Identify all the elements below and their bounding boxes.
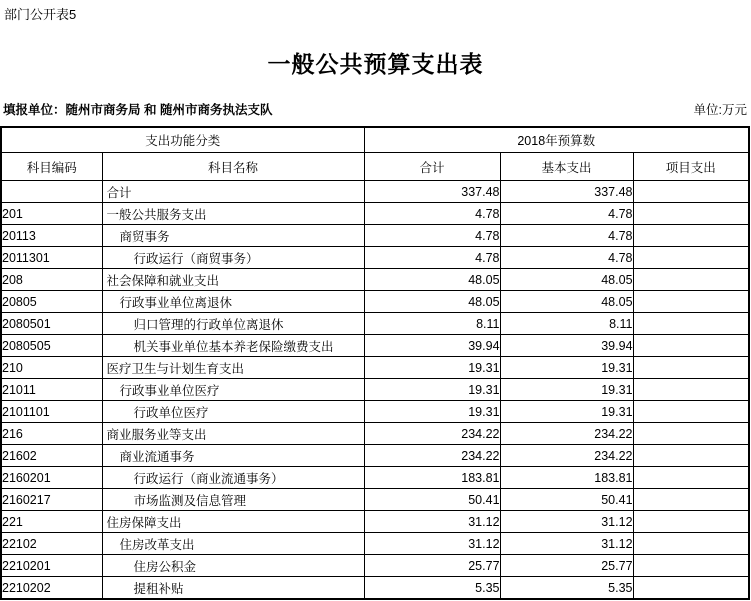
table-row [1,555,749,577]
subject-name-cell: 行政单位医疗 [102,401,364,423]
basic-expenditure-value-cell: 5.35 [500,577,633,600]
subject-code-cell: 210 [1,357,102,379]
basic-expenditure-value-cell: 48.05 [500,269,633,291]
total-value-cell: 337.48 [364,181,500,203]
project-expenditure-value-cell [633,269,749,291]
table-row [1,379,749,401]
meta-row [3,103,747,118]
table-row [1,533,749,555]
subject-name-cell: 行政事业单位离退休 [102,291,364,313]
subject-name-cell: 一般公共服务支出 [102,203,364,225]
subject-name-cell: 住房改革支出 [102,533,364,555]
header-columns-row [1,153,749,181]
subject-code-cell: 2080505 [1,335,102,357]
project-expenditure-value-cell [633,467,749,489]
table-row [1,489,749,511]
total-value-cell: 31.12 [364,533,500,555]
header-group-2018-budget: 2018年预算数 [364,127,749,153]
total-value-cell: 5.35 [364,577,500,600]
total-value-cell: 8.11 [364,313,500,335]
basic-expenditure-value-cell: 4.78 [500,203,633,225]
subject-name-cell: 住房公积金 [102,555,364,577]
total-value-cell: 234.22 [364,423,500,445]
subject-code-cell: 22102 [1,533,102,555]
subject-code-cell: 2101101 [1,401,102,423]
basic-expenditure-value-cell: 50.41 [500,489,633,511]
project-expenditure-value-cell [633,291,749,313]
project-expenditure-value-cell [633,247,749,269]
basic-expenditure-value-cell: 4.78 [500,225,633,247]
project-expenditure-value-cell [633,203,749,225]
table-row [1,291,749,313]
col-header-project-expenditure: 项目支出 [633,153,749,181]
subject-code-cell: 2210202 [1,577,102,600]
project-expenditure-value-cell [633,225,749,247]
subject-name-cell: 住房保障支出 [102,511,364,533]
total-value-cell: 4.78 [364,247,500,269]
subject-name-cell: 商业流通事务 [102,445,364,467]
basic-expenditure-value-cell: 234.22 [500,445,633,467]
table-row [1,247,749,269]
basic-expenditure-value-cell: 39.94 [500,335,633,357]
total-value-cell: 19.31 [364,357,500,379]
project-expenditure-value-cell [633,181,749,203]
project-expenditure-value-cell [633,379,749,401]
total-value-cell: 50.41 [364,489,500,511]
total-value-cell: 234.22 [364,445,500,467]
table-row [1,467,749,489]
basic-expenditure-value-cell: 4.78 [500,247,633,269]
subject-code-cell: 221 [1,511,102,533]
page-title: 一般公共预算支出表 [267,51,484,77]
col-header-total: 合计 [364,153,500,181]
project-expenditure-value-cell [633,577,749,600]
subject-name-cell: 医疗卫生与计划生育支出 [102,357,364,379]
subject-name-cell: 社会保障和就业支出 [102,269,364,291]
header-group-row [1,127,749,153]
subject-code-cell: 201 [1,203,102,225]
subject-code-cell: 2160217 [1,489,102,511]
project-expenditure-value-cell [633,489,749,511]
table-row [1,335,749,357]
subject-code-cell [1,181,102,203]
table-row [1,511,749,533]
table-row [1,181,749,203]
basic-expenditure-value-cell: 337.48 [500,181,633,203]
total-value-cell: 48.05 [364,291,500,313]
subject-name-cell: 行政事业单位医疗 [102,379,364,401]
project-expenditure-value-cell [633,313,749,335]
currency-unit-label: 单位:万元 [693,103,747,117]
table-row [1,423,749,445]
project-expenditure-value-cell [633,357,749,379]
subject-code-cell: 2210201 [1,555,102,577]
table-header [1,127,749,181]
subject-name-cell: 商业服务业等支出 [102,423,364,445]
table-row [1,203,749,225]
project-expenditure-value-cell [633,445,749,467]
basic-expenditure-value-cell: 19.31 [500,401,633,423]
subject-code-cell: 2011301 [1,247,102,269]
subject-code-cell: 21011 [1,379,102,401]
basic-expenditure-value-cell: 234.22 [500,423,633,445]
subject-code-cell: 20805 [1,291,102,313]
col-header-subject-code: 科目编码 [1,153,102,181]
subject-code-cell: 2080501 [1,313,102,335]
basic-expenditure-value-cell: 25.77 [500,555,633,577]
reporting-unit-label: 填报单位：随州市商务局 和 随州市商务执法支队 [3,103,273,117]
total-value-cell: 183.81 [364,467,500,489]
subject-name-cell: 归口管理的行政单位离退休 [102,313,364,335]
table-row [1,225,749,247]
table-row [1,269,749,291]
subject-name-cell: 市场监测及信息管理 [102,489,364,511]
subject-name-cell: 行政运行（商贸事务） [102,247,364,269]
project-expenditure-value-cell [633,511,749,533]
table-body [1,181,749,600]
subject-code-cell: 21602 [1,445,102,467]
subject-code-cell: 20113 [1,225,102,247]
total-value-cell: 31.12 [364,511,500,533]
subject-name-cell: 机关事业单位基本养老保险缴费支出 [102,335,364,357]
project-expenditure-value-cell [633,423,749,445]
basic-expenditure-value-cell: 31.12 [500,511,633,533]
form-sheet-label: 部门公开表5 [4,7,77,22]
subject-name-cell: 商贸事务 [102,225,364,247]
budget-expenditure-table [0,126,750,600]
basic-expenditure-value-cell: 19.31 [500,379,633,401]
subject-code-cell: 216 [1,423,102,445]
basic-expenditure-value-cell: 48.05 [500,291,633,313]
table-row [1,357,749,379]
total-value-cell: 4.78 [364,225,500,247]
project-expenditure-value-cell [633,335,749,357]
total-value-cell: 19.31 [364,379,500,401]
total-value-cell: 25.77 [364,555,500,577]
header-group-function-classification: 支出功能分类 [1,127,364,153]
basic-expenditure-value-cell: 19.31 [500,357,633,379]
total-value-cell: 4.78 [364,203,500,225]
basic-expenditure-value-cell: 8.11 [500,313,633,335]
project-expenditure-value-cell [633,401,749,423]
subject-code-cell: 208 [1,269,102,291]
subject-code-cell: 2160201 [1,467,102,489]
table-row [1,401,749,423]
table-row [1,577,749,600]
total-value-cell: 39.94 [364,335,500,357]
project-expenditure-value-cell [633,555,749,577]
basic-expenditure-value-cell: 31.12 [500,533,633,555]
total-value-cell: 48.05 [364,269,500,291]
table-row [1,445,749,467]
col-header-basic-expenditure: 基本支出 [500,153,633,181]
subject-name-cell: 提租补贴 [102,577,364,600]
basic-expenditure-value-cell: 183.81 [500,467,633,489]
table-row [1,313,749,335]
subject-name-cell: 合计 [102,181,364,203]
total-value-cell: 19.31 [364,401,500,423]
col-header-subject-name: 科目名称 [102,153,364,181]
project-expenditure-value-cell [633,533,749,555]
subject-name-cell: 行政运行（商业流通事务） [102,467,364,489]
